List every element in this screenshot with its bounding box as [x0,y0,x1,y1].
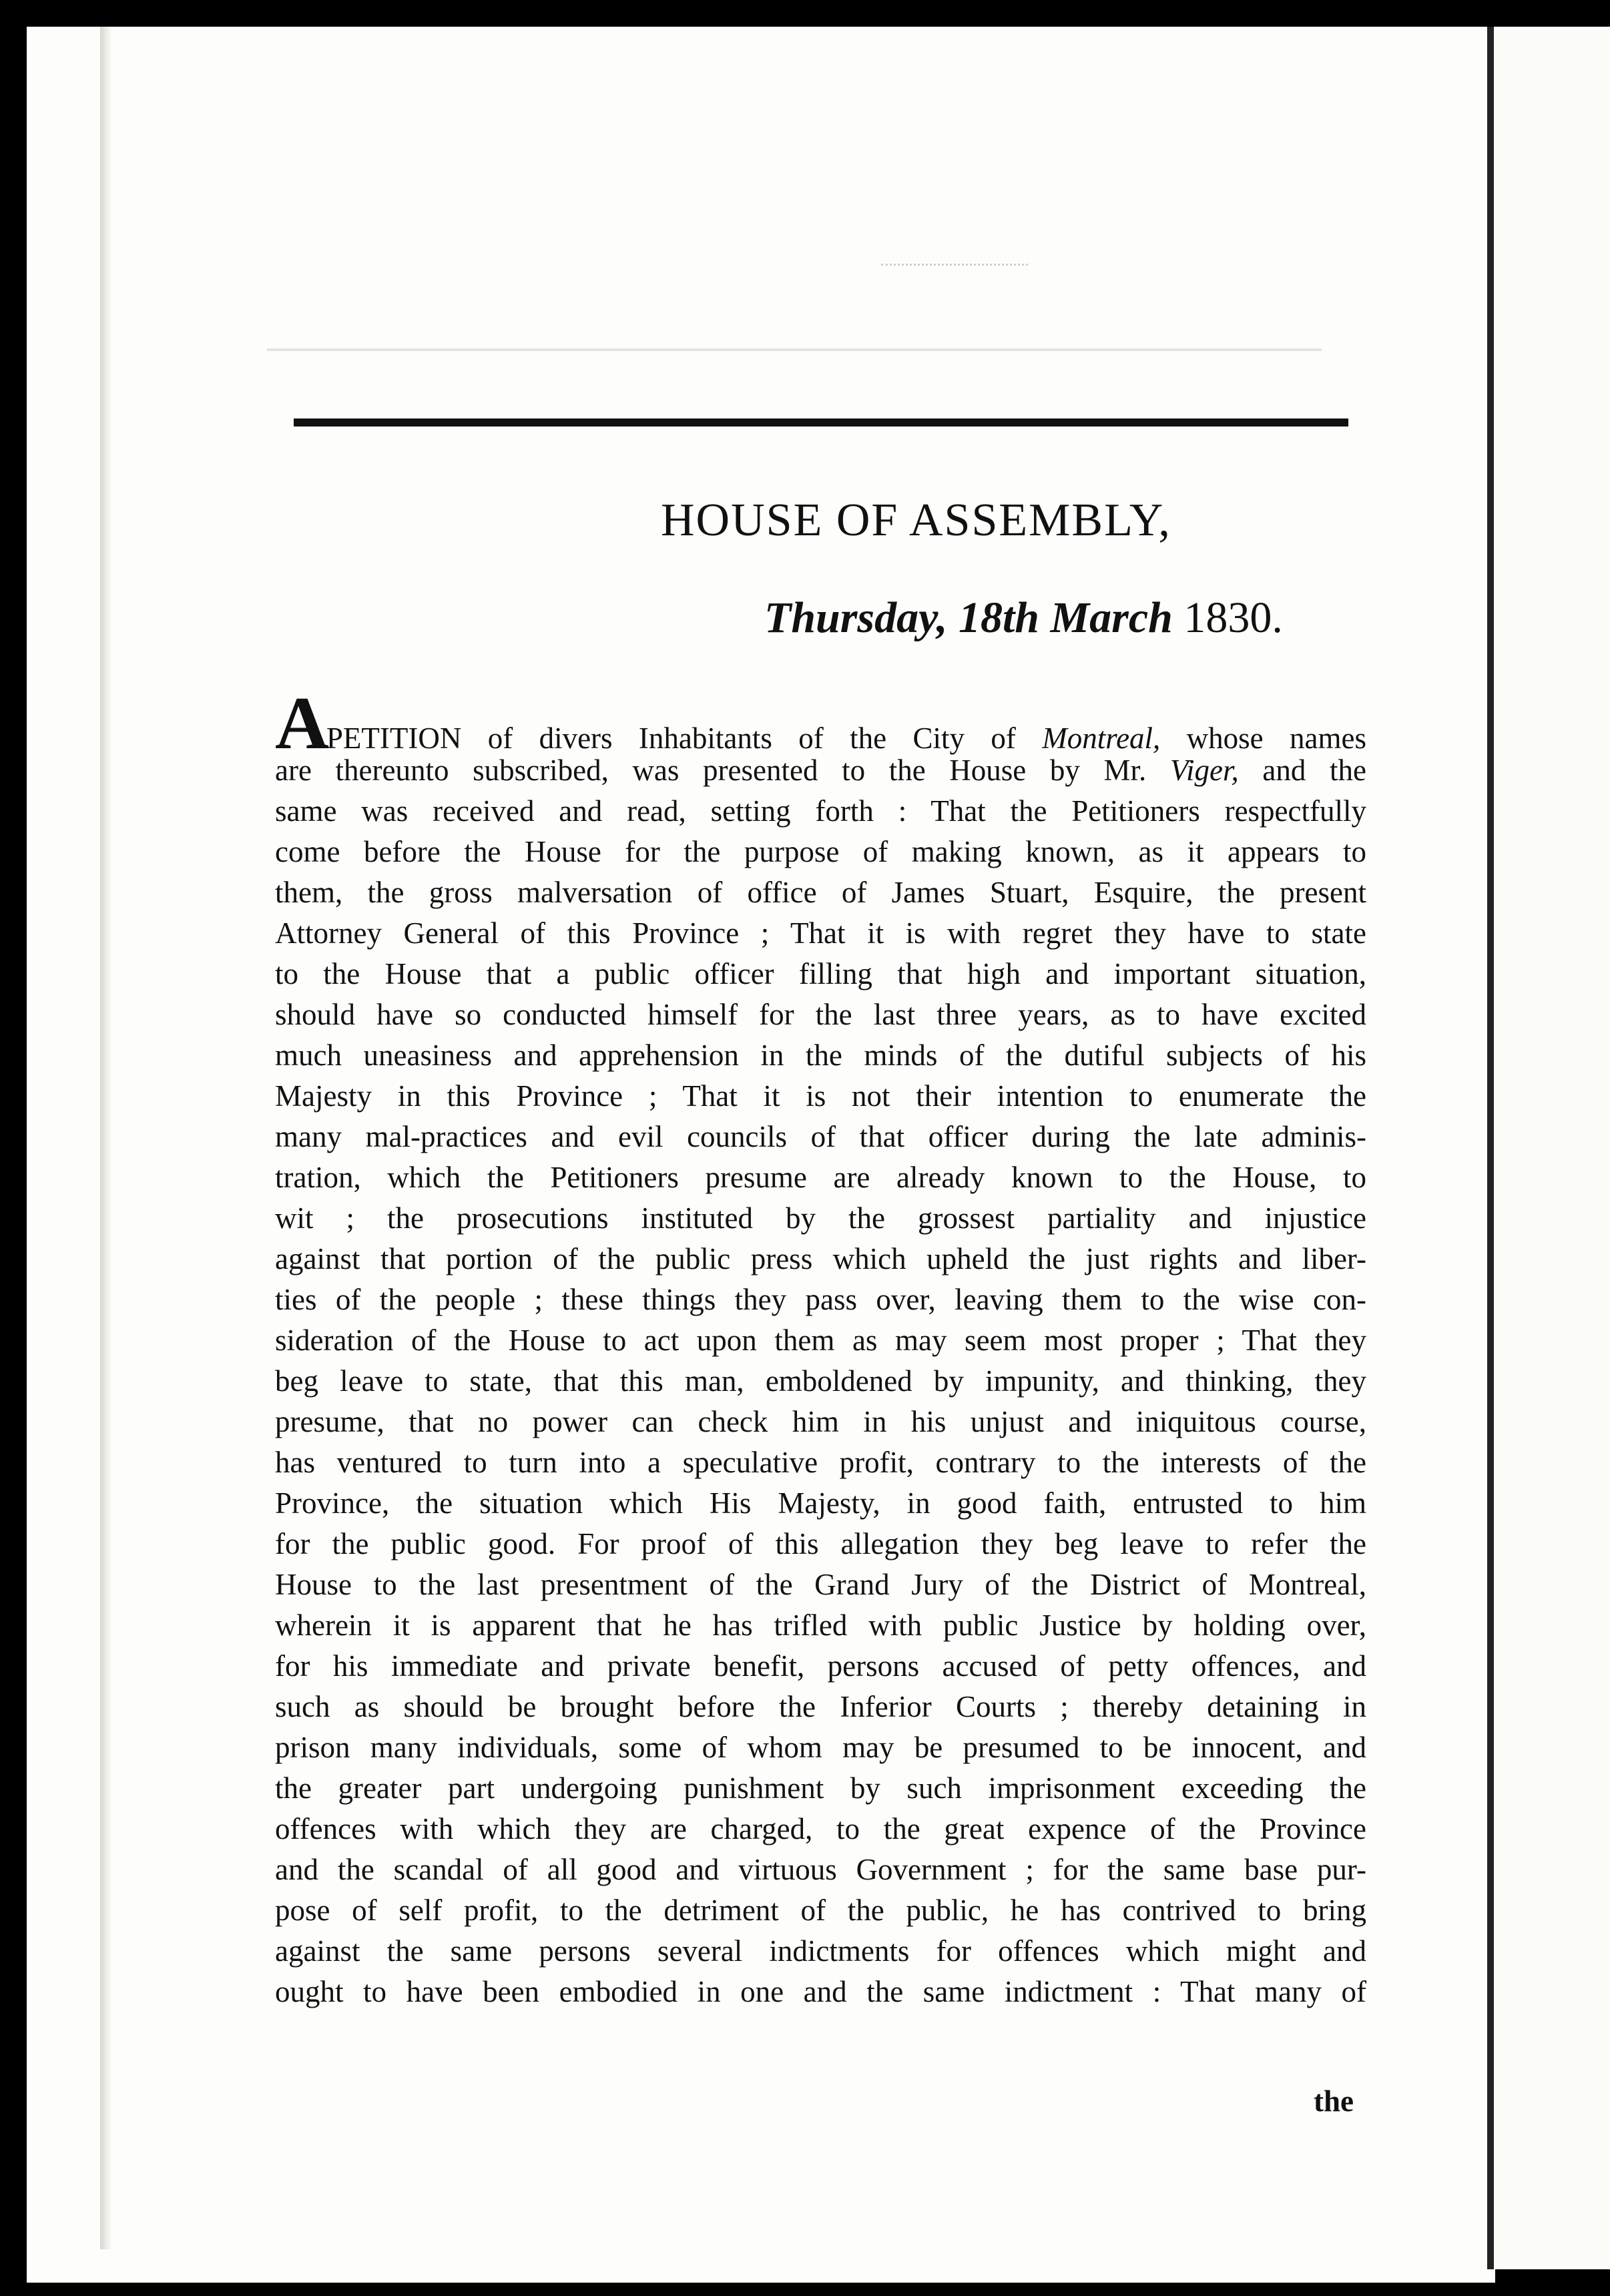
header-rule [294,418,1348,426]
text-line [275,1727,1366,1768]
text-line [275,1646,1366,1687]
text-segment: Attorney General of this Province ; That it is with regret they have to state [275,916,1366,950]
text-segment: ties of the people ; these things they pass over, leaving them to the wise con- [275,1283,1366,1316]
text-segment: are thereunto subscribed, was presented to the House by Mr. [275,754,1170,787]
text-segment: the greater part undergoing punishment by such imprisonment exceeding the [275,1771,1366,1805]
text-segment: wit ; the prosecutions instituted by the grossest partiality and injustice [275,1201,1366,1235]
text-segment: to the House that a public officer filling that high and important situation, [275,957,1366,990]
text-line [275,1564,1366,1605]
text-segment: and the [1238,754,1366,787]
text-segment: much uneasiness and apprehension in the minds of the dutiful subjects of his [275,1039,1366,1072]
text-segment: ought to have been embodied in one and the same indictment : That many of [275,1975,1366,2008]
dateline-day: Thursday, 18th March [764,593,1173,642]
text-line [275,994,1366,1035]
text-segment: Majesty in this Province ; That it is not their intention to enumerate the [275,1079,1366,1113]
text-line [275,1849,1366,1890]
text-segment: tration, which the Petitioners presume are already known to the House, to [275,1161,1366,1194]
text-segment: such as should be brought before the Inferior Courts ; thereby detaining in [275,1690,1366,1723]
text-line [275,1402,1366,1442]
text-line [275,1605,1366,1646]
text-line [275,1117,1366,1157]
dateline [764,593,1352,643]
show-through-rule [267,348,1322,351]
text-line [275,1890,1366,1931]
text-line [275,1239,1366,1279]
italic-name: Viger, [1169,754,1239,787]
text-segment: beg leave to state, that this man, emboldened by impunity, and thinking, they [275,1364,1366,1398]
text-line [275,750,1366,791]
text-line [275,1972,1366,2012]
text-line [275,1320,1366,1361]
text-line [275,954,1366,994]
text-segment: against the same persons several indictments for offences which might and [275,1934,1366,1968]
text-line [275,1483,1366,1524]
text-line [275,1687,1366,1727]
dateline-year: 1830. [1183,593,1283,642]
text-segment: PETITION of divers Inhabitants of the City of [326,722,1043,755]
text-line [275,1076,1366,1117]
catchword: the [1314,2084,1354,2118]
text-line [275,1198,1366,1239]
text-line [275,682,1366,765]
text-segment: against that portion of the public press which upheld the just rights and liber- [275,1242,1366,1275]
text-line [275,1361,1366,1402]
text-line [275,1931,1366,1972]
text-segment: for his immediate and private benefit, persons accused of petty offences, and [275,1649,1366,1683]
text-segment: whose names [1160,722,1366,755]
text-segment: and the scandal of all good and virtuous Government ; for the same base pur- [275,1853,1366,1886]
text-segment: sideration of the House to act upon them as may seem most proper ; That they [275,1324,1366,1357]
text-segment: House to the last presentment of the Grand Jury of the District of Montreal, [275,1568,1366,1601]
text-line [275,913,1366,954]
text-line [275,1157,1366,1198]
italic-name: Montreal, [1042,722,1161,755]
text-line [275,1524,1366,1564]
page-title: HOUSE OF ASSEMBLY, [661,495,1171,546]
text-segment: wherein it is apparent that he has trifled with public Justice by holding over, [275,1609,1366,1642]
text-segment: pose of self profit, to the detriment of the public, he has contrived to bring [275,1894,1366,1927]
text-line [275,791,1366,832]
text-segment: them, the gross malversation of office of James Stuart, Esquire, the present [275,876,1366,909]
text-line [275,1442,1366,1483]
text-line [275,872,1366,913]
text-segment: should have so conducted himself for the last three years, as to have excited [275,998,1366,1031]
text-segment: for the public good. For proof of this allegation they beg leave to refer the [275,1527,1366,1560]
text-line [275,1035,1366,1076]
text-segment: many mal-practices and evil councils of that officer during the late adminis- [275,1120,1366,1153]
text-segment: has ventured to turn into a speculative profit, contrary to the interests of the [275,1446,1366,1479]
faint-print-smudge [881,224,1028,266]
page-left-margin-shadow [100,27,112,2249]
text-line [275,832,1366,872]
text-line [275,1809,1366,1849]
text-segment: offences with which they are charged, to the great expence of the Province [275,1812,1366,1845]
text-segment: prison many individuals, some of whom may be presumed to be innocent, and [275,1731,1366,1764]
text-line [275,1279,1366,1320]
text-segment: presume, that no power can check him in his unjust and iniquitous course, [275,1405,1366,1438]
petition-text [275,682,1366,2012]
text-segment: Province, the situation which His Majesty, in good faith, entrusted to him [275,1486,1366,1520]
text-segment: same was received and read, setting forth : That the Petitioners respectfully [275,794,1366,828]
page-fold-line [1487,27,1494,2269]
text-segment: come before the House for the purpose of making known, as it appears to [275,835,1366,868]
text-line [275,1768,1366,1809]
drop-cap: A [275,682,326,765]
facing-page-edge [1495,27,1610,2269]
